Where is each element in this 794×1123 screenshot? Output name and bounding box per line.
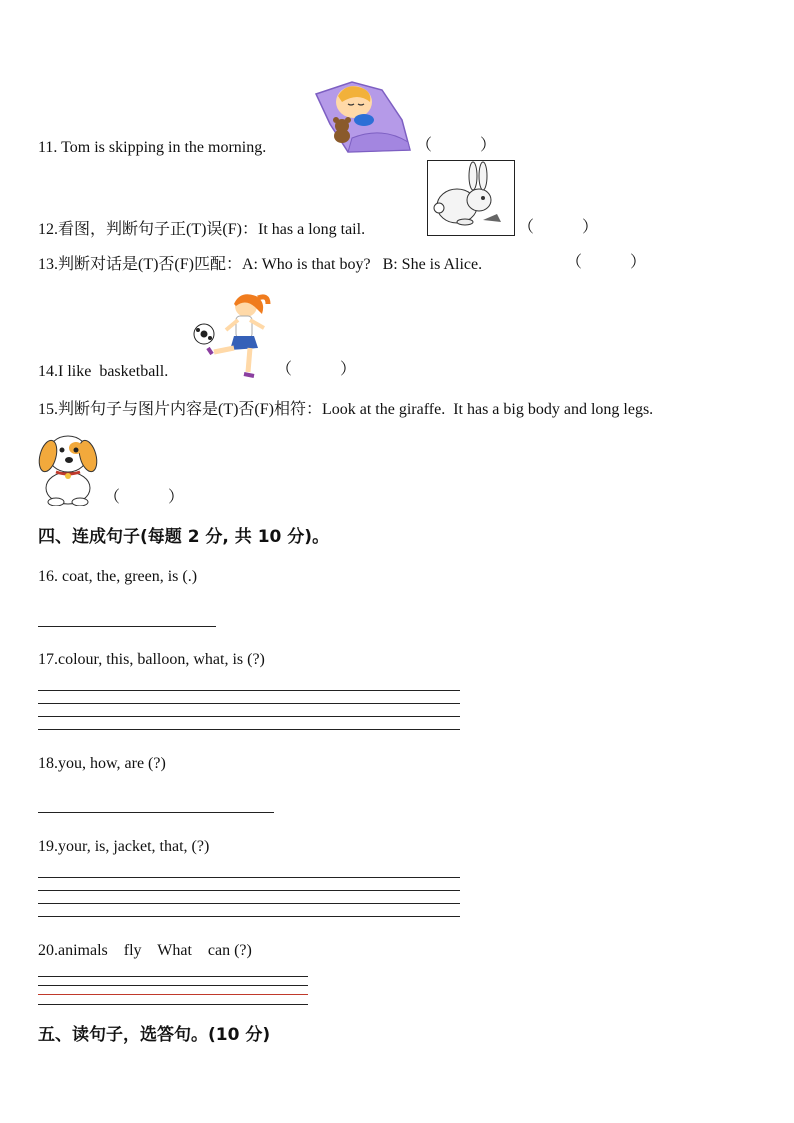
question-16: 16. coat, the, green, is (.) bbox=[38, 568, 198, 585]
answer-blank-14[interactable]: （ ） bbox=[276, 361, 357, 378]
section-4-heading: 四、连成句子(每题 2 分, 共 10 分)。 bbox=[38, 527, 330, 547]
rabbit-picture bbox=[427, 160, 515, 236]
answer-line-20[interactable] bbox=[38, 976, 308, 977]
question-19: 19.your, is, jacket, that, (?) bbox=[38, 838, 210, 855]
answer-line-20-red[interactable] bbox=[38, 994, 308, 995]
answer-line-17[interactable] bbox=[38, 716, 460, 717]
question-20: 20.animals fly What can (?) bbox=[38, 942, 252, 959]
answer-blank-11[interactable]: （ ） bbox=[416, 137, 497, 154]
answer-blank-12[interactable]: （ ） bbox=[518, 219, 599, 236]
question-12: 12.看图，判断句子正(T)误(F)：It has a long tail. bbox=[38, 221, 366, 238]
answer-line-19[interactable] bbox=[38, 916, 460, 917]
answer-line-17[interactable] bbox=[38, 729, 460, 730]
question-18: 18.you, how, are (?) bbox=[38, 755, 166, 772]
answer-line-17[interactable] bbox=[38, 703, 460, 704]
question-14: 14.I like basketball. bbox=[38, 363, 169, 380]
answer-blank-13[interactable]: （ ） bbox=[566, 254, 647, 271]
section-5-heading: 五、读句子，选答句。(10 分) bbox=[38, 1025, 271, 1045]
answer-line-19[interactable] bbox=[38, 877, 460, 878]
answer-line-18[interactable] bbox=[38, 812, 274, 813]
puppy-picture bbox=[36, 428, 102, 506]
answer-blank-15[interactable]: （ ） bbox=[104, 489, 185, 506]
question-11: 11. Tom is skipping in the morning. bbox=[38, 139, 267, 156]
answer-line-20[interactable] bbox=[38, 985, 308, 986]
answer-line-20[interactable] bbox=[38, 1004, 308, 1005]
question-17: 17.colour, this, balloon, what, is (?) bbox=[38, 651, 265, 668]
answer-line-16[interactable] bbox=[38, 626, 216, 627]
girl-football-picture bbox=[190, 290, 272, 380]
answer-line-19[interactable] bbox=[38, 890, 460, 891]
answer-line-17[interactable] bbox=[38, 690, 460, 691]
sleeping-boy-picture bbox=[312, 80, 412, 154]
answer-line-19[interactable] bbox=[38, 903, 460, 904]
question-13: 13.判断对话是(T)否(F)匹配：A: Who is that boy? B: She is Alice. bbox=[38, 256, 483, 273]
question-15: 15.判断句子与图片内容是(T)否(F)相符：Look at the giraffe. It has a big body and long legs. bbox=[38, 401, 654, 418]
